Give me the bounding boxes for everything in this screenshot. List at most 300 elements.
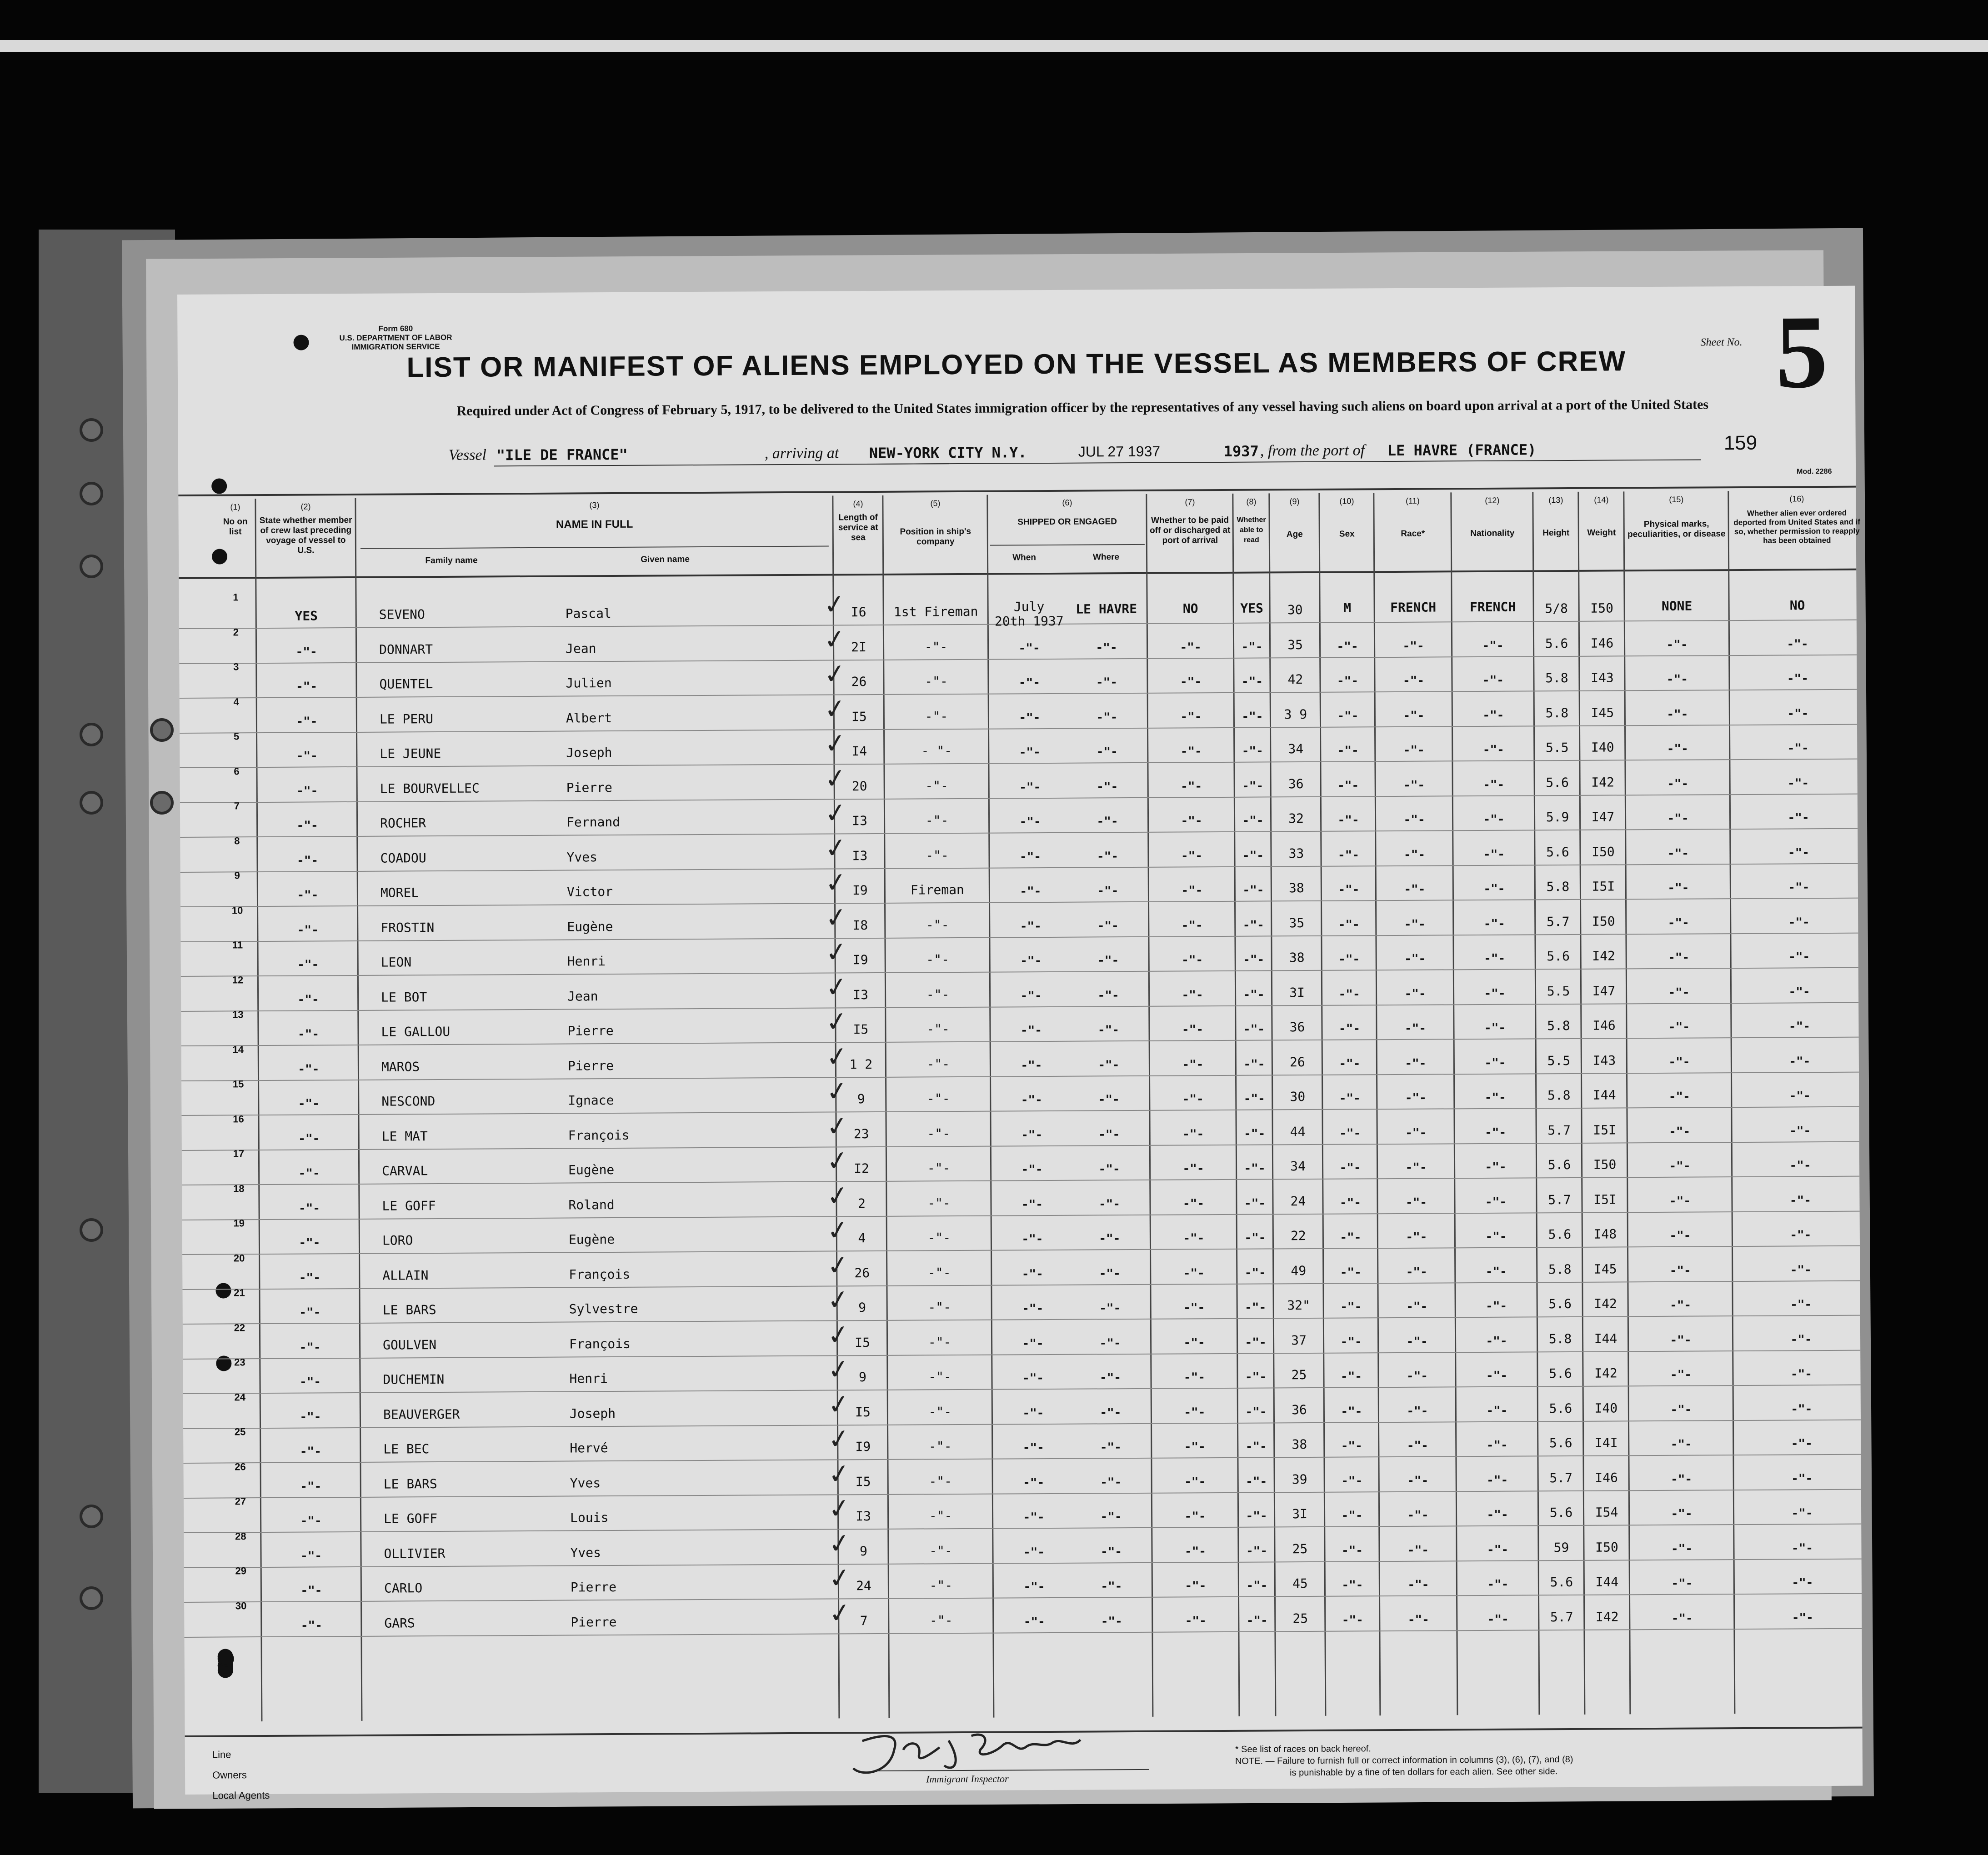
able-to-read-ditto: -"- — [1242, 849, 1264, 863]
crew-last-voyage-ditto: -"- — [299, 1270, 320, 1285]
crew-last-voyage-1: YES — [295, 608, 318, 624]
given-name: Eugène — [567, 919, 613, 935]
paid-off-ditto: -"- — [1183, 1370, 1206, 1385]
row-number: 2 — [233, 626, 239, 638]
given-name: Jean — [566, 640, 596, 656]
age: 25 — [1292, 1610, 1308, 1626]
check-mark-icon: ✓ — [823, 1005, 850, 1039]
deported-ditto: -"- — [1790, 1298, 1812, 1312]
height: 5.6 — [1546, 844, 1569, 860]
age: 26 — [1289, 1054, 1305, 1070]
sex-ditto: -"- — [1340, 1230, 1362, 1245]
family-name: LE BOT — [381, 989, 427, 1005]
col-1-label: No on list — [223, 517, 248, 537]
shipped-when-ditto: -"- — [1019, 780, 1041, 794]
manifest-sheet — [177, 286, 1863, 1801]
shipped-where-ditto: -"- — [1100, 1545, 1122, 1559]
position: -"- — [926, 847, 949, 863]
paid-off-ditto: -"- — [1183, 1231, 1205, 1245]
crew-last-voyage-ditto: -"- — [299, 1375, 321, 1389]
age: 32" — [1287, 1297, 1311, 1313]
shipped-when-ditto: -"- — [1021, 1093, 1042, 1107]
deported-ditto: -"- — [1788, 950, 1810, 964]
shipped-when-1b: 20th 1937 — [994, 613, 1064, 629]
check-mark-icon: ✓ — [821, 622, 848, 656]
weight: I5I — [1592, 879, 1615, 894]
form-number: Form 680 — [378, 324, 413, 333]
shipped-where-ditto: -"- — [1099, 1301, 1121, 1315]
crew-last-voyage-ditto: -"- — [295, 680, 318, 694]
race-ditto: -"- — [1405, 1091, 1427, 1105]
from-underline — [1383, 459, 1701, 462]
row-number: 3 — [233, 661, 239, 673]
nationality-ditto: -"- — [1482, 639, 1504, 653]
deported-1: NO — [1789, 598, 1805, 613]
position: -"- — [929, 1578, 953, 1593]
race-ditto: -"- — [1405, 1126, 1427, 1140]
paid-off-ditto: -"- — [1182, 988, 1203, 1002]
col-3-given-label: Given name — [641, 555, 690, 565]
check-mark-icon: ✓ — [822, 796, 849, 830]
check-mark-icon: ✓ — [825, 1283, 851, 1317]
weight: I4I — [1594, 1435, 1618, 1450]
given-name: Yves — [566, 849, 598, 865]
physical-marks-1: NONE — [1661, 598, 1693, 614]
crew-last-voyage-ditto: -"- — [297, 1027, 320, 1041]
deported-ditto: -"- — [1791, 1541, 1813, 1555]
given-name: Henri — [569, 1371, 608, 1386]
nationality-ditto: -"- — [1487, 1543, 1509, 1557]
col-2-label: State whether member of crew last preceding voyage of vessel to U.S. — [259, 515, 352, 555]
race-ditto: -"- — [1406, 1300, 1428, 1314]
length-of-service: I5 — [853, 1022, 869, 1037]
position: -"- — [925, 778, 949, 793]
weight: I47 — [1591, 809, 1615, 825]
height: 5.6 — [1545, 635, 1568, 651]
race-ditto: -"- — [1405, 1160, 1427, 1175]
sex-ditto: -"- — [1339, 1091, 1361, 1105]
check-mark-icon: ✓ — [823, 900, 850, 935]
family-name: LE GALLOU — [381, 1024, 451, 1040]
race-ditto: -"- — [1406, 1369, 1428, 1383]
weight: I42 — [1591, 774, 1615, 790]
deported-ditto: -"- — [1788, 776, 1809, 790]
binder-ring-icon — [80, 1505, 103, 1528]
check-mark-icon: ✓ — [824, 1178, 851, 1213]
col-3-label: NAME IN FULL — [556, 518, 633, 531]
shipped-when-ditto: -"- — [1023, 1510, 1045, 1525]
family-name: MAROS — [381, 1059, 420, 1075]
owners-label: Owners — [212, 1769, 247, 1781]
deported-ditto: -"- — [1790, 1228, 1812, 1242]
punch-hole-icon — [211, 478, 227, 494]
check-mark-icon: ✓ — [826, 1422, 852, 1456]
row-number: 28 — [235, 1530, 246, 1542]
able-to-read-ditto: -"- — [1242, 779, 1264, 793]
stamped-number: 159 — [1723, 431, 1758, 455]
race-ditto: -"- — [1407, 1613, 1429, 1627]
position: -"- — [928, 1334, 951, 1350]
deported-ditto: -"- — [1791, 1402, 1813, 1416]
col-12-label: Nationality — [1470, 528, 1515, 539]
age: 42 — [1287, 672, 1303, 687]
shipped-when-ditto: -"- — [1021, 1197, 1043, 1211]
nationality-ditto: -"- — [1482, 673, 1504, 687]
age: 39 — [1292, 1471, 1307, 1487]
nationality-ditto: -"- — [1483, 917, 1505, 931]
paid-off-ditto: -"- — [1181, 918, 1203, 932]
shipped-where-ditto: -"- — [1098, 1197, 1121, 1211]
col-7-number: (7) — [1185, 497, 1195, 507]
nationality-ditto: -"- — [1483, 847, 1505, 861]
able-to-read-ditto: -"- — [1243, 987, 1265, 1002]
height: 5.5 — [1545, 740, 1569, 755]
able-to-read-ditto: -"- — [1242, 710, 1263, 724]
position: -"- — [928, 1300, 951, 1315]
weight: I40 — [1594, 1400, 1618, 1416]
nationality-ditto: -"- — [1483, 882, 1505, 896]
length-of-service: 9 — [858, 1370, 866, 1385]
weight: I43 — [1592, 1052, 1616, 1068]
length-of-service: 9 — [858, 1300, 866, 1315]
shipped-when-ditto: -"- — [1022, 1232, 1043, 1246]
col-16-number: (16) — [1789, 494, 1804, 504]
length-of-service: I3 — [852, 848, 868, 863]
position: -"- — [926, 1091, 950, 1106]
check-mark-icon: ✓ — [822, 691, 849, 726]
mod-number: Mod. 2286 — [1797, 467, 1832, 476]
weight: I50 — [1592, 913, 1615, 929]
row-number: 9 — [234, 870, 240, 881]
col-11-label: Race* — [1401, 529, 1425, 539]
height: 5.8 — [1546, 879, 1570, 895]
sex-ditto: -"- — [1337, 709, 1359, 723]
age: 38 — [1288, 880, 1304, 896]
physical-marks-ditto: -"- — [1668, 1090, 1690, 1104]
film-edge-band — [0, 40, 1988, 52]
crew-last-voyage-ditto: -"- — [298, 1201, 320, 1215]
given-name: François — [568, 1127, 630, 1143]
crew-last-voyage-ditto: -"- — [298, 1062, 320, 1076]
race-ditto: -"- — [1404, 1021, 1427, 1035]
shipped-where-ditto: -"- — [1097, 988, 1119, 1002]
length-of-service: I3 — [856, 1509, 871, 1524]
paid-off-ditto: -"- — [1182, 1127, 1204, 1141]
vessel-name: "ILE DE FRANCE" — [496, 445, 628, 464]
shipped-where-1: LE HAVRE — [1076, 601, 1137, 617]
vessel-label: Vessel — [448, 446, 487, 464]
col-3-number: (3) — [589, 500, 600, 510]
nationality-ditto: -"- — [1483, 812, 1505, 826]
binder-ring-icon — [80, 791, 103, 815]
able-to-read-ditto: -"- — [1245, 1335, 1267, 1350]
position: -"- — [925, 813, 949, 828]
shipped-when-ditto: -"- — [1022, 1302, 1044, 1316]
sex-ditto: -"- — [1340, 1300, 1362, 1314]
physical-marks-ditto: -"- — [1667, 811, 1689, 825]
race-ditto: -"- — [1403, 813, 1425, 827]
check-mark-icon: ✓ — [826, 1387, 852, 1421]
race-ditto: -"- — [1403, 709, 1425, 723]
sex-ditto: -"- — [1341, 1543, 1363, 1558]
sex-ditto: -"- — [1340, 1265, 1362, 1280]
race-ditto: -"- — [1406, 1230, 1427, 1244]
able-to-read-ditto: -"- — [1244, 1161, 1266, 1175]
position: Fireman — [910, 882, 964, 898]
row-number: 8 — [234, 835, 240, 846]
paid-off-ditto: -"- — [1184, 1440, 1206, 1454]
paid-off-ditto: -"- — [1184, 1475, 1206, 1489]
col-6-where-label: Where — [1092, 552, 1120, 562]
crew-last-voyage-ditto: -"- — [300, 1445, 321, 1459]
paid-off-ditto: -"- — [1182, 1057, 1204, 1071]
deported-ditto: -"- — [1788, 845, 1810, 860]
able-to-read-ditto: -"- — [1245, 1440, 1267, 1454]
height: 5.8 — [1547, 1087, 1571, 1103]
race-ditto: -"- — [1405, 1056, 1427, 1070]
row-number: 1 — [233, 591, 239, 603]
col-3-family-label: Family name — [425, 555, 478, 566]
physical-marks-ditto: -"- — [1667, 742, 1688, 756]
weight: I46 — [1595, 1470, 1618, 1485]
row-number: 10 — [231, 904, 243, 916]
deported-ditto: -"- — [1791, 1437, 1813, 1451]
crew-last-voyage-ditto: -"- — [300, 1618, 322, 1633]
sex-ditto: -"- — [1341, 1404, 1362, 1419]
physical-marks-ditto: -"- — [1669, 1264, 1691, 1278]
row-number: 24 — [234, 1391, 246, 1403]
crew-last-voyage-ditto: -"- — [297, 958, 319, 972]
height: 5.8 — [1545, 670, 1568, 686]
given-name: Pascal — [565, 606, 611, 621]
crew-last-voyage-ditto: -"- — [300, 1410, 321, 1424]
physical-marks-ditto: -"- — [1671, 1507, 1693, 1521]
deported-ditto: -"- — [1787, 706, 1809, 720]
shipped-when-ditto: -"- — [1020, 919, 1042, 933]
col-9-label: Age — [1286, 530, 1303, 540]
row-number: 20 — [233, 1252, 245, 1264]
weight: I47 — [1592, 983, 1616, 999]
sex-ditto: -"- — [1339, 1195, 1362, 1210]
binder-ring-icon — [150, 791, 174, 815]
weight: I42 — [1592, 948, 1616, 964]
paid-off-ditto: -"- — [1181, 814, 1202, 828]
weight: I44 — [1592, 1087, 1616, 1103]
deported-ditto: -"- — [1789, 1193, 1812, 1207]
shipped-when-ditto: -"- — [1021, 1163, 1043, 1177]
height: 5.6 — [1548, 1296, 1572, 1312]
line-label: Line — [212, 1749, 231, 1760]
sex-ditto: -"- — [1341, 1439, 1362, 1453]
deported-ditto: -"- — [1788, 985, 1810, 999]
shipped-where-ditto: -"- — [1098, 1058, 1120, 1072]
able-to-read-ditto: -"- — [1242, 883, 1264, 897]
paid-off-ditto: -"- — [1181, 884, 1203, 898]
given-name: Sylvestre — [569, 1301, 638, 1317]
nationality-ditto: -"- — [1486, 1404, 1508, 1418]
row-number: 17 — [233, 1148, 245, 1160]
arriving-underline — [867, 461, 1394, 465]
col-11-number: (11) — [1406, 496, 1420, 505]
shipped-where-ditto: -"- — [1099, 1232, 1121, 1246]
able-to-read-ditto: -"- — [1243, 1022, 1265, 1036]
paid-off-ditto: -"- — [1184, 1544, 1207, 1558]
height: 5.6 — [1549, 1365, 1572, 1381]
age: 34 — [1288, 741, 1304, 757]
given-name: Yves — [570, 1475, 601, 1491]
crew-last-voyage-ditto: -"- — [296, 853, 319, 868]
shipped-when-ditto: -"- — [1018, 676, 1041, 690]
nationality-ditto: -"- — [1485, 1160, 1507, 1174]
crew-last-voyage-ditto: -"- — [300, 1584, 322, 1598]
shipped-where-ditto: -"- — [1098, 1127, 1120, 1141]
length-of-service: I3 — [853, 987, 869, 1002]
shipped-where-ditto: -"- — [1099, 1371, 1122, 1385]
crew-last-voyage-ditto: -"- — [300, 1479, 322, 1494]
able-to-read-ditto: -"- — [1246, 1474, 1267, 1489]
nationality-ditto: -"- — [1482, 743, 1504, 757]
given-name: Louis — [570, 1510, 609, 1525]
nationality-ditto: -"- — [1482, 708, 1504, 722]
shipped-when-ditto: -"- — [1020, 954, 1042, 968]
paid-off-ditto: -"- — [1185, 1614, 1207, 1628]
penalty-note-1: NOTE. — Failure to furnish full or correct information in columns (3), (6), (7), and (8) — [1235, 1754, 1573, 1766]
col-7-label: Whether to be paid off or discharged at port of arrival — [1150, 515, 1231, 545]
row-number: 15 — [232, 1078, 244, 1090]
row-number: 7 — [234, 800, 240, 812]
shipped-when-ditto: -"- — [1019, 850, 1042, 864]
length-of-service: I3 — [852, 813, 868, 829]
physical-marks-ditto: -"- — [1666, 672, 1688, 686]
row-number: 14 — [232, 1043, 244, 1055]
race-ditto: -"- — [1407, 1578, 1429, 1592]
sheet-label: Sheet No. — [1700, 336, 1743, 349]
sex-ditto: -"- — [1342, 1613, 1363, 1627]
physical-marks-ditto: -"- — [1670, 1298, 1692, 1312]
row-number: 4 — [233, 695, 239, 707]
given-name: Pierre — [571, 1614, 617, 1630]
header-bottom-rule — [179, 569, 1856, 579]
length-of-service: I8 — [852, 917, 868, 933]
length-of-service: 20 — [851, 778, 867, 794]
height: 5.6 — [1549, 1505, 1573, 1520]
weight: I5I — [1593, 1122, 1617, 1138]
local-agents-label: Local Agents — [212, 1789, 270, 1801]
nationality-ditto: -"- — [1485, 1125, 1507, 1140]
row-number: 27 — [235, 1495, 246, 1507]
height: 5.9 — [1546, 809, 1569, 825]
inspector-caption: Immigrant Inspector — [926, 1773, 1009, 1785]
given-name: Albert — [566, 710, 612, 726]
paid-off-ditto: -"- — [1180, 675, 1202, 689]
deported-ditto: -"- — [1792, 1610, 1813, 1625]
shipped-when-ditto: -"- — [1020, 989, 1042, 1003]
position: -"- — [924, 639, 948, 654]
col-13-label: Height — [1542, 528, 1570, 538]
check-mark-icon: ✓ — [826, 1561, 853, 1595]
header-top-rule — [178, 486, 1856, 496]
manifest-title: LIST OR MANIFEST OF ALIENS EMPLOYED ON THE VESSEL AS MEMBERS OF CREW — [406, 345, 1627, 384]
row-number: 26 — [235, 1460, 246, 1472]
position: -"- — [927, 1160, 951, 1176]
position: -"- — [925, 708, 948, 724]
race-ditto: -"- — [1407, 1508, 1429, 1522]
check-mark-icon: ✓ — [826, 1595, 853, 1630]
physical-marks-ditto: -"- — [1668, 916, 1689, 930]
age: 49 — [1291, 1263, 1307, 1278]
punch-hole-icon — [212, 549, 227, 564]
weight: I46 — [1592, 1018, 1616, 1033]
nationality-ditto: -"- — [1487, 1508, 1508, 1522]
shipped-when-ditto: -"- — [1020, 885, 1042, 899]
paid-off-ditto: -"- — [1182, 1196, 1205, 1210]
physical-marks-ditto: -"- — [1669, 1194, 1691, 1208]
physical-marks-ditto: -"- — [1668, 1020, 1690, 1034]
age: 22 — [1290, 1228, 1306, 1244]
col-5-label: Position in ship's company — [900, 526, 971, 547]
age: 38 — [1292, 1437, 1307, 1452]
shipped-where-ditto: -"- — [1096, 710, 1118, 724]
able-to-read-ditto: -"- — [1245, 1300, 1267, 1315]
check-mark-icon: ✓ — [822, 761, 849, 795]
physical-marks-ditto: -"- — [1669, 1229, 1691, 1243]
race-ditto: -"- — [1406, 1265, 1427, 1279]
position: -"- — [929, 1543, 952, 1558]
row-number: 18 — [233, 1182, 245, 1194]
given-name: Henri — [567, 954, 606, 969]
col-10-number: (10) — [1339, 496, 1354, 506]
shipped-when-ditto: -"- — [1021, 1058, 1042, 1072]
shipped-where-ditto: -"- — [1097, 815, 1118, 829]
age: 3 9 — [1284, 706, 1307, 722]
shipped-when-ditto: -"- — [1019, 710, 1041, 725]
race-ditto: -"- — [1405, 1195, 1427, 1210]
crew-last-voyage-ditto: -"- — [296, 749, 318, 763]
length-of-service: 26 — [851, 674, 867, 690]
sex-ditto: -"- — [1341, 1474, 1363, 1488]
height: 5.6 — [1546, 775, 1569, 790]
physical-marks-ditto: -"- — [1666, 638, 1688, 652]
position: -"- — [927, 1230, 951, 1245]
race-ditto: -"- — [1403, 743, 1425, 757]
family-name: LEON — [381, 955, 412, 970]
weight: I44 — [1594, 1330, 1617, 1346]
family-name: FROSTIN — [381, 920, 435, 935]
shipped-when-ditto: -"- — [1023, 1580, 1045, 1594]
col-16-label: Whether alien ever ordered deported from United States and if so, whether permission to reapply has been obtained — [1733, 508, 1861, 545]
paid-off-ditto: -"- — [1182, 1092, 1204, 1106]
length-of-service: 2I — [851, 639, 867, 655]
given-name: François — [569, 1266, 631, 1282]
length-of-service: 26 — [854, 1265, 870, 1280]
crew-last-voyage-ditto: -"- — [297, 923, 319, 937]
height: 5.6 — [1547, 1157, 1571, 1173]
position: -"- — [927, 1195, 951, 1210]
name-subrule — [361, 546, 829, 549]
crew-last-voyage-ditto: -"- — [300, 1549, 322, 1563]
col-10-label: Sex — [1339, 529, 1355, 539]
check-mark-icon: ✓ — [824, 1109, 851, 1143]
shipped-where-ditto: -"- — [1101, 1614, 1122, 1628]
shipped-where-ditto: -"- — [1099, 1336, 1121, 1350]
length-of-service: 23 — [853, 1126, 869, 1141]
race-ditto: -"- — [1404, 882, 1426, 896]
position: -"- — [926, 917, 949, 932]
able-to-read-ditto: -"- — [1244, 1126, 1266, 1141]
given-name: Pierre — [566, 780, 612, 795]
height: 5.8 — [1548, 1331, 1572, 1346]
weight: I54 — [1595, 1505, 1618, 1520]
